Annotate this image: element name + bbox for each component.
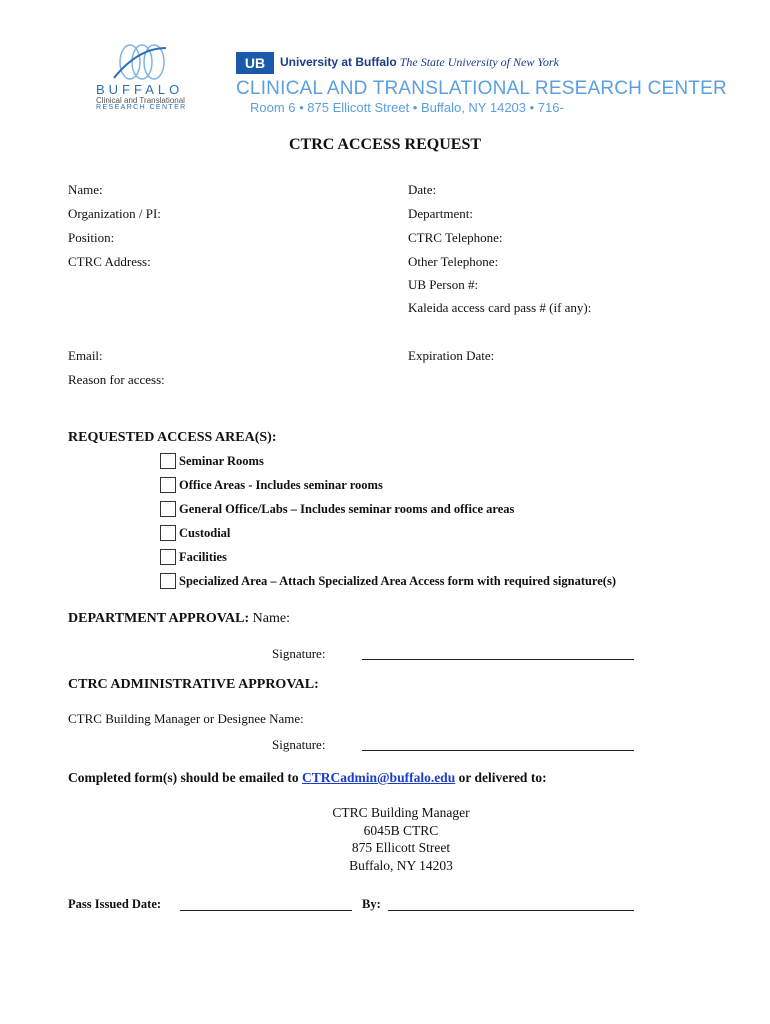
access-option-label: Office Areas - Includes seminar rooms [179, 477, 383, 492]
ub-university-name: University at Buffalo [280, 55, 397, 69]
address-line: CTRC Building Manager [332, 805, 470, 820]
form-title: CTRC ACCESS REQUEST [288, 136, 482, 153]
access-option-label: Facilities [179, 549, 227, 564]
organization-label: Organization / PI: [68, 206, 161, 221]
dept-approval-heading: DEPARTMENT APPROVAL: [68, 611, 250, 626]
email-prefix: Completed form(s) should be emailed to [68, 770, 302, 785]
address-label: CTRC Address: [68, 254, 151, 269]
expiration-label: Expiration Date: [408, 348, 495, 363]
telephone-label: CTRC Telephone: [408, 230, 503, 245]
access-option-facilities[interactable] [160, 548, 227, 566]
department-label: Department: [408, 206, 473, 221]
access-option-seminar[interactable] [160, 452, 264, 470]
address-line: Buffalo, NY 14203 [349, 857, 453, 873]
checkbox[interactable] [160, 549, 176, 565]
reason-label: Reason for access: [68, 372, 165, 387]
dept-approval-row [68, 611, 290, 627]
kaleida-label: Kaleida access card pass # (if any): [408, 300, 592, 315]
delivery-address [0, 804, 770, 874]
by-line[interactable] [388, 910, 634, 911]
checkbox[interactable] [160, 501, 176, 517]
ub-person-label: UB Person #: [408, 277, 479, 292]
name-label: Name: [68, 182, 103, 197]
date-label: Date: [408, 182, 437, 197]
submission-instructions [68, 770, 547, 786]
dept-signature-line[interactable] [362, 659, 634, 660]
access-option-specialized[interactable] [160, 572, 616, 590]
ub-tagline: The State University of New York [399, 55, 559, 69]
email-suffix: or delivered to: [455, 770, 547, 785]
dept-signature-label: Signature: [272, 646, 326, 661]
manager-name-label: CTRC Building Manager or Designee Name: [68, 711, 304, 726]
admin-approval-heading: CTRC ADMINISTRATIVE APPROVAL: [68, 677, 319, 692]
logo-subtitle: Clinical and Translational [96, 96, 185, 105]
pass-issued-label: Pass Issued Date: [68, 897, 162, 911]
other-telephone-label: Other Telephone: [408, 254, 499, 269]
access-option-label: Specialized Area – Attach Specialized Area Access form with required signature(s) [179, 573, 616, 588]
access-option-label: Seminar Rooms [179, 453, 264, 468]
center-title: CLINICAL AND TRANSLATIONAL RESEARCH CENTER [236, 78, 727, 99]
checkbox[interactable] [160, 477, 176, 493]
email-link[interactable]: CTRCadmin@buffalo.edu [301, 770, 456, 785]
address-line: 6045B CTRC [363, 822, 439, 838]
admin-signature-line[interactable] [362, 750, 634, 751]
checkbox[interactable] [160, 573, 176, 589]
access-option-label: Custodial [179, 525, 231, 540]
by-label: By: [362, 897, 381, 911]
checkbox[interactable] [160, 453, 176, 469]
address-line: 875 Ellicott Street [351, 840, 451, 855]
email-label: Email: [68, 348, 103, 363]
access-option-custodial[interactable] [160, 524, 230, 542]
dept-name-label: Name: [252, 611, 290, 626]
logo-wordmark: BUFFALO [96, 82, 184, 97]
access-heading: REQUESTED ACCESS AREA(S): [68, 430, 277, 445]
ub-logo-icon: UB [236, 52, 274, 74]
center-address: Room 6 • 875 Ellicott Street • Buffalo, NY 14203 • 716- [250, 100, 564, 115]
admin-signature-label: Signature: [272, 737, 326, 752]
logo-subtitle-2: RESEARCH CENTER [96, 104, 187, 111]
access-option-office[interactable] [160, 476, 383, 494]
checkbox[interactable] [160, 525, 176, 541]
pass-issued-line[interactable] [180, 910, 352, 911]
ub-name [280, 55, 559, 70]
buffalo-ctrc-logo [108, 42, 172, 82]
position-label: Position: [68, 230, 115, 245]
access-option-label: General Office/Labs – Includes seminar rooms and office areas [179, 501, 515, 516]
access-option-general[interactable] [160, 500, 514, 518]
